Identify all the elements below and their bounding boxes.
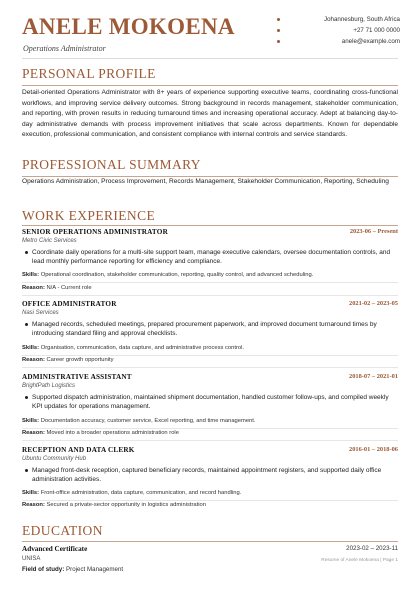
experience-heading: WORK EXPERIENCE bbox=[22, 208, 156, 223]
job-reason bbox=[22, 357, 114, 363]
candidate-name: ANELE MOKOENA bbox=[22, 14, 235, 39]
job-title: ADMINISTRATIVE ASSISTANT bbox=[22, 373, 132, 381]
reason-label: Reason: bbox=[22, 430, 45, 436]
job-bullet bbox=[22, 320, 398, 338]
skills-label: Skills: bbox=[22, 418, 40, 424]
job-dates: 2016-01 – 2018-06 bbox=[349, 446, 398, 453]
job-entry bbox=[22, 446, 398, 516]
job-reason-text: N/A - Current role bbox=[46, 285, 92, 291]
skills-label: Skills: bbox=[22, 272, 40, 278]
profile-heading: PERSONAL PROFILE bbox=[22, 66, 156, 81]
job-reason bbox=[22, 285, 92, 291]
job-line-divider bbox=[22, 355, 398, 356]
reason-label: Reason: bbox=[22, 502, 45, 508]
job-dates: 2023-06 – Present bbox=[349, 228, 398, 235]
edu-school: UNISA bbox=[22, 556, 41, 562]
job-bullet-text: Supported dispatch administration, maintained shipment documentation, handled customer follow-ups, and compiled weekly KPI updates for operations management. bbox=[32, 394, 389, 410]
bullet-icon bbox=[25, 396, 28, 399]
job-divider bbox=[22, 440, 398, 441]
job-skills bbox=[22, 490, 241, 496]
job-entry bbox=[22, 228, 398, 298]
edu-degree: Advanced Certificate bbox=[22, 545, 88, 553]
job-skills-text: Documentation accuracy, customer service, Excel reporting, and time management. bbox=[40, 418, 256, 424]
job-skills bbox=[22, 272, 313, 278]
bullet-icon bbox=[25, 323, 28, 326]
reason-label: Reason: bbox=[22, 357, 45, 363]
job-dates: 2021-02 – 2023-05 bbox=[349, 300, 398, 307]
header-divider bbox=[22, 58, 398, 59]
job-title: OFFICE ADMINISTRATOR bbox=[22, 300, 117, 308]
job-title: SENIOR OPERATIONS ADMINISTRATOR bbox=[22, 228, 168, 236]
job-skills bbox=[22, 345, 244, 351]
job-skills bbox=[22, 418, 256, 424]
job-company: Ubuntu Community Hub bbox=[22, 456, 87, 462]
job-dates: 2018-07 – 2021-01 bbox=[349, 373, 398, 380]
job-bullet bbox=[22, 466, 398, 484]
job-entry bbox=[22, 373, 398, 443]
job-line-divider bbox=[22, 500, 398, 501]
reason-label: Reason: bbox=[22, 285, 45, 291]
education-divider bbox=[22, 541, 398, 542]
bullet-icon bbox=[25, 251, 28, 254]
job-bullet bbox=[22, 393, 398, 411]
profile-text: Detail-oriented Operations Administrator with 8+ years of experience supporting executive teams, coordinating cross-functional workflows, and improving service delivery outcomes. Strong background in records management, stakeholder communication, and reporting, with proven results in reducing turnaround times and increasing operational accuracy. Adept at balancing day-to-day administrative demands with process improvement initiatives that scale across departments. Known for dependable execution, professional communication, and consistent compliance with internal controls and service standards. bbox=[22, 89, 398, 138]
job-skills-text: Operational coordination, stakeholder communication, reporting, quality control, and advanced scheduling. bbox=[40, 272, 314, 278]
job-bullet-text: Coordinate daily operations for a multi-site support team, manage executive calendars, oversee documentation controls, and lead monthly performance reporting for efficiency and compliance. bbox=[32, 249, 391, 265]
job-skills-text: Organisation, communication, data capture, and administrative process control. bbox=[40, 345, 245, 351]
summary-text: Operations Administration, Process Improvement, Records Management, Stakeholder Communication, Reporting, Scheduling bbox=[22, 178, 389, 185]
candidate-role: Operations Administrator bbox=[23, 44, 106, 53]
job-entry bbox=[22, 300, 398, 370]
resume-header bbox=[22, 14, 400, 60]
skills-label: Skills: bbox=[22, 345, 40, 351]
summary-heading: PROFESSIONAL SUMMARY bbox=[22, 157, 201, 172]
edu-dates: 2023-02 – 2023-11 bbox=[346, 545, 398, 552]
job-bullet-text: Managed front-desk reception, captured beneficiary records, maintained appointment registers, and supported daily office administration activities. bbox=[32, 467, 382, 483]
contact-info bbox=[270, 14, 400, 47]
contact-location: Johannesburg, South Africa bbox=[323, 16, 400, 23]
job-reason bbox=[22, 430, 179, 436]
job-bullet bbox=[22, 248, 398, 266]
experience-divider bbox=[22, 225, 398, 226]
field-text: Project Management bbox=[66, 566, 124, 573]
education-heading: EDUCATION bbox=[22, 523, 103, 538]
job-divider bbox=[22, 295, 398, 296]
contact-phone: +27 71 000 0000 bbox=[353, 27, 400, 34]
job-company: Metro Civic Services bbox=[22, 238, 77, 244]
job-line-divider bbox=[22, 428, 398, 429]
contact-email[interactable]: anele@example.com bbox=[341, 38, 400, 45]
page-footer: Resume of Anele Mokoena | Page 1 bbox=[321, 558, 398, 563]
job-company: BrightPath Logistics bbox=[22, 383, 76, 389]
job-reason-text: Secured a private-sector opportunity in logistics administration bbox=[46, 502, 206, 508]
job-company: Nasi Services bbox=[22, 310, 59, 316]
profile-divider bbox=[22, 85, 398, 86]
field-label: Field of study: bbox=[22, 566, 65, 573]
bullet-icon bbox=[25, 469, 28, 472]
job-divider bbox=[22, 367, 398, 368]
job-skills-text: Front-office administration, data capture, communication, and record handling. bbox=[40, 490, 242, 496]
job-line-divider bbox=[22, 282, 398, 283]
job-title: RECEPTION AND DATA CLERK bbox=[22, 446, 135, 454]
job-reason bbox=[22, 502, 206, 508]
job-reason-text: Moved into a broader operations administration role bbox=[46, 430, 179, 436]
job-bullet-text: Managed records, scheduled meetings, prepared procurement paperwork, and improved document turnaround times by introducing standard filing and approval checklists. bbox=[32, 321, 377, 337]
skills-label: Skills: bbox=[22, 490, 40, 496]
job-reason-text: Career growth opportunity bbox=[46, 357, 114, 363]
edu-field bbox=[22, 566, 123, 573]
